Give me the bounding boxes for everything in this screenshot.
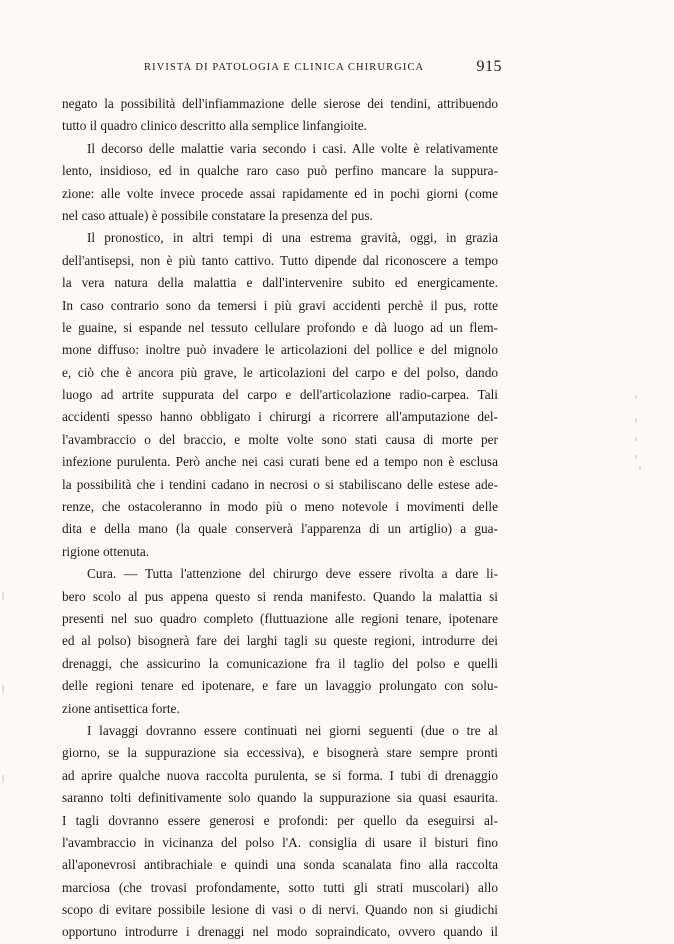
text-line: giorno, se la suppurazione sia eccessiva), e bisognerà stare sempre pronti [62, 745, 498, 761]
text-line: Il pronostico, in altri tempi di una estrema gravità, oggi, in grazia [87, 230, 498, 246]
body-text [62, 93, 498, 944]
text-line: l'avambraccio o del braccio, e molte volte sono stati causa di morte per [62, 431, 498, 447]
text-line: dell'antisepsi, non è più tanto cattivo. Tutto dipende dal riconoscere a tempo [62, 252, 498, 268]
text-line: lento, insidioso, ed in qualche raro caso può perfino mancare la suppura- [62, 163, 498, 179]
text-line: infezione purulenta. Però anche nei casi curati bene ed a tempo non è esclusa [62, 454, 498, 470]
text-line: zione: alle volte invece procede assai rapidamente ed in pochi giorni (come [62, 185, 498, 201]
page-number: 915 [476, 58, 502, 75]
text-line: negato la possibilità dell'infiammazione delle sierose dei tendini, attribuendo [62, 96, 498, 111]
text-line: Il decorso delle malattie varia secondo i casi. Alle volte è relativamente [87, 140, 498, 156]
text-line: zione antisettica forte. [62, 700, 180, 716]
text-line: dita e della mano (la quale conserverà l'apparenza di un artiglio) a gua- [62, 521, 498, 537]
text-line: luogo ad artrite suppurata del carpo e dell'articolazione radio-carpea. Tali [62, 387, 498, 403]
text-line: ad aprire qualche nuova raccolta purulenta, se si forma. I tubi di drenaggio [62, 767, 498, 783]
text-line: la possibilità che i tendini cadano in necrosi o si stabiliscano delle estese ade- [62, 476, 498, 492]
text-line: e, ciò che è ancora più grave, le articolazioni del carpo e del polso, dando [62, 364, 498, 380]
text-line: drenaggi, che assicurino la comunicazione fra il taglio del polso e quelli [62, 655, 498, 671]
text-line: accidenti spesso hanno obbligato i chirurgi a ricorrere all'amputazione del- [62, 409, 498, 425]
running-head: RIVISTA DI PATOLOGIA E CLINICA CHIRURGICA [144, 62, 425, 73]
text-line: opportuno introdurre i drenaggi nel modo sopraindicato, ovvero quando il [62, 924, 498, 940]
text-line: nel caso attuale) è possibile constatare la presenza del pus. [62, 207, 373, 223]
text-line: rigione ottenuta. [62, 543, 150, 559]
text-line: delle regioni tenare ed ipotenare, e fare un lavaggio prolungato con solu- [62, 678, 498, 694]
text-line: all'aponevrosi antibrachiale e quindi una sonda scanalata fino alla raccolta [62, 857, 498, 873]
text-line: l'avambraccio in vicinanza del polso l'A. consiglia di usare il bisturi fino [62, 834, 498, 850]
text-line: I lavaggi dovranno essere continuati nei giorni seguenti (due o tre al [87, 722, 498, 738]
text-line: saranno tolti definitivamente solo quando la suppurazione sia quasi esaurita. [62, 790, 498, 806]
text-line: ed al polso) bisognerà fare dei larghi tagli su queste regioni, introdurre dei [62, 633, 498, 649]
text-line: Cura. — Tutta l'attenzione del chirurgo deve essere rivolta a dare li- [87, 566, 498, 582]
text-line: presenti nel suo quadro completo (fluttuazione alle regioni tenare, ipotenare [62, 610, 498, 626]
text-line: scopo di evitare possibile lesione di vasi o di nervi. Quando non si giudichi [62, 902, 498, 918]
text-line: tutto il quadro clinico descritto alla semplice linfangioite. [62, 118, 368, 134]
text-line: marciosa (che trovasi profondamente, sotto tutti gli strati muscolari) allo [62, 879, 498, 895]
text-line: bero scolo al pus appena questo si renda manifesto. Quando la malattia si [62, 588, 498, 604]
text-line: In caso contrario sono da temersi i più gravi accidenti perchè il pus, rotte [62, 297, 498, 313]
text-line: I tagli dovranno essere generosi e profondi: per quello da eseguirsi al- [62, 812, 498, 828]
text-line: mone diffuso: inoltre può invadere le articolazioni del pollice e del mignolo [62, 342, 498, 358]
page-header [62, 58, 504, 78]
text-line: le guaine, si espande nel tessuto cellulare profondo e dà luogo ad un flem- [62, 319, 498, 335]
text-line: la vera natura della malattia e dall'intervenire subito ed energicamente. [62, 275, 498, 291]
text-line: renze, che ostacoleranno in modo più o meno notevole i movimenti delle [62, 499, 498, 515]
